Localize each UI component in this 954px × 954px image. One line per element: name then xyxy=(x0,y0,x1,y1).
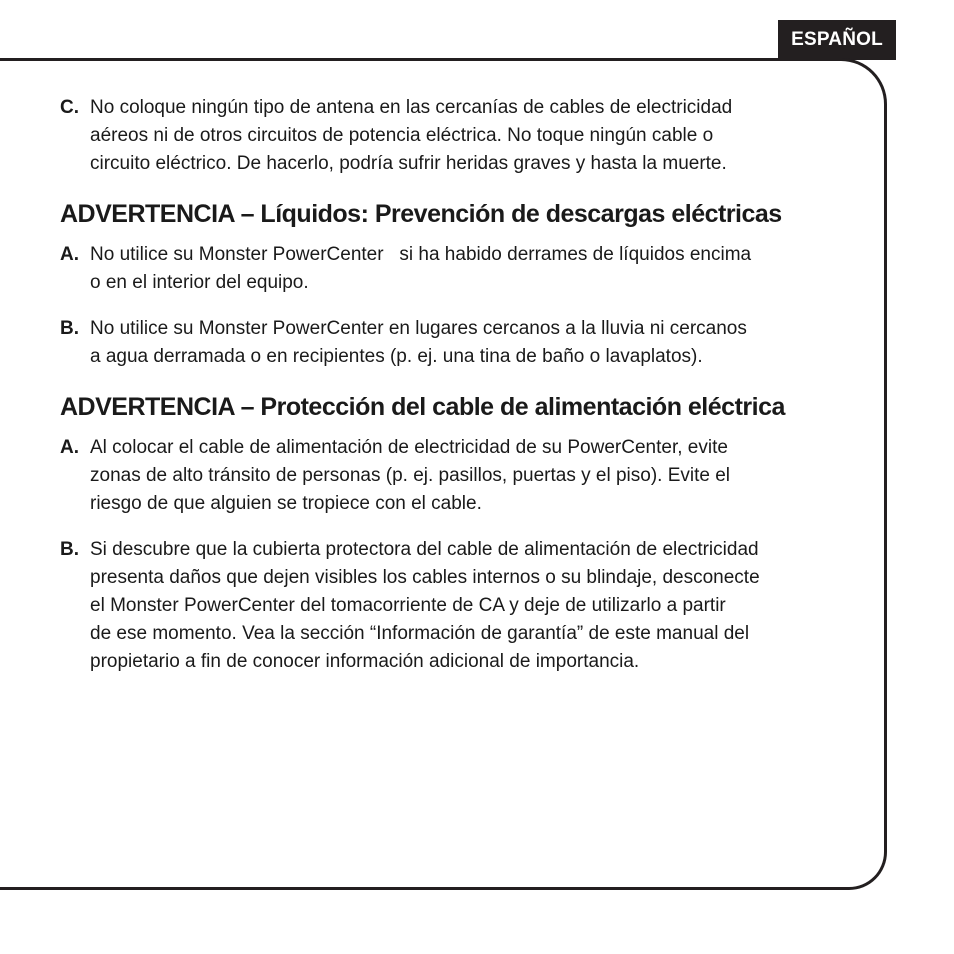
item-letter: B. xyxy=(60,318,79,339)
list-item-c xyxy=(60,94,880,178)
list-item-a xyxy=(60,241,880,297)
list-item-b xyxy=(60,536,880,676)
list-item-b xyxy=(60,315,880,371)
item-letter: A. xyxy=(60,437,79,458)
section-heading-liquids: ADVERTENCIA – Líquidos: Prevención de descargas eléctricas xyxy=(60,200,782,228)
text-line: No coloque ningún tipo de antena en las cercanías de cables de electricidad xyxy=(90,97,733,118)
text-line: o en el interior del equipo. xyxy=(90,272,309,293)
text-line: de ese momento. Vea la sección “Información de garantía” de este manual del xyxy=(90,623,750,644)
text-line: No utilice su Monster PowerCenter en lugares cercanos a la lluvia ni cercanos xyxy=(90,318,747,339)
text-line: circuito eléctrico. De hacerlo, podría sufrir heridas graves y hasta la muerte. xyxy=(90,153,727,174)
text-line: a agua derramada o en recipientes (p. ej. una tina de baño o lavaplatos). xyxy=(90,346,703,367)
language-tab: ESPAÑOL xyxy=(778,20,896,60)
text-line: riesgo de que alguien se tropiece con el cable. xyxy=(90,493,482,514)
text-line: el Monster PowerCenter del tomacorriente de CA y deje de utilizarlo a partir xyxy=(90,595,726,616)
item-text xyxy=(90,94,880,178)
list-item-a xyxy=(60,434,880,518)
text-line: Si descubre que la cubierta protectora del cable de alimentación de electricidad xyxy=(90,539,759,560)
item-letter: C. xyxy=(60,97,79,118)
text-line: aéreos ni de otros circuitos de potencia eléctrica. No toque ningún cable o xyxy=(90,125,714,146)
text-line: No utilice su Monster PowerCenter si ha habido derrames de líquidos encima xyxy=(90,244,752,265)
text-line: propietario a fin de conocer información adicional de importancia. xyxy=(90,651,640,672)
item-text xyxy=(90,315,880,371)
item-text xyxy=(90,241,880,297)
item-letter: B. xyxy=(60,539,79,560)
section-heading-cable: ADVERTENCIA – Protección del cable de alimentación eléctrica xyxy=(60,393,785,421)
text-line: zonas de alto tránsito de personas (p. ej. pasillos, puertas y el piso). Evite el xyxy=(90,465,731,486)
item-text xyxy=(90,434,880,518)
item-letter: A. xyxy=(60,244,79,265)
text-line: presenta daños que dejen visibles los cables internos o su blindaje, desconecte xyxy=(90,567,760,588)
item-text xyxy=(90,536,880,676)
page-content xyxy=(60,94,880,676)
text-line: Al colocar el cable de alimentación de electricidad de su PowerCenter, evite xyxy=(90,437,728,458)
